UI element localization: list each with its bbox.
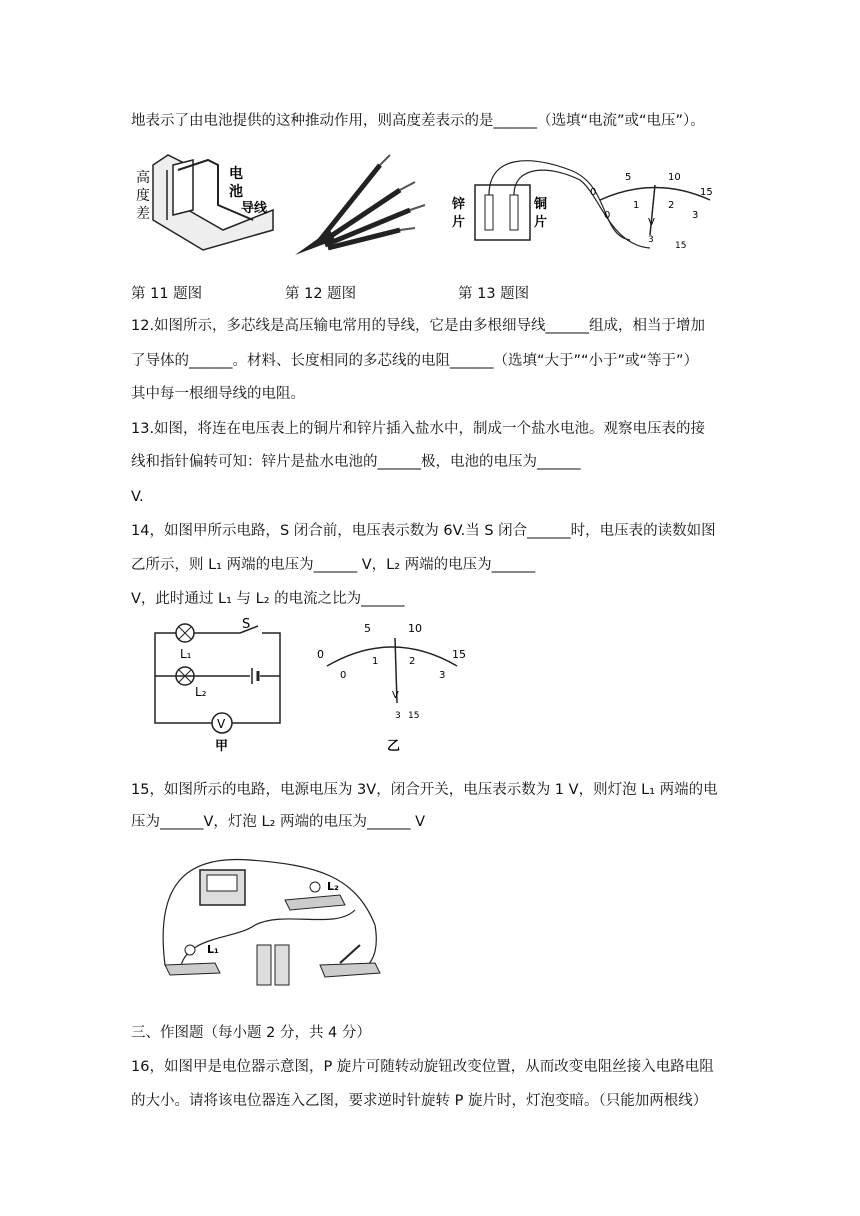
fig15-l2-label: L₂ bbox=[327, 880, 339, 893]
fig13-tick-5: 5 bbox=[625, 172, 632, 183]
fig11-label-1: 高 bbox=[136, 170, 150, 186]
q15-line-1: 15，如图所示的电路，电源电压为 3V，闭合开关，电压表示数为 1 V，则灯泡 L₁ 两端的电 bbox=[131, 782, 718, 798]
caption-13: 第 13 题图 bbox=[458, 286, 530, 302]
fig13-tick-10: 10 bbox=[668, 172, 681, 183]
fig14-vv: V bbox=[392, 690, 399, 701]
q16-line-2: 的大小。请将该电位器连入乙图，要求逆时针旋转 P 旋片时，灯泡变暗。（只能加两根线） bbox=[131, 1093, 708, 1109]
fig13-btick-3: 3 bbox=[692, 210, 699, 221]
q12-line-3: 其中每一根细导线的电阻。 bbox=[131, 386, 305, 402]
fig14-btick-3: 3 bbox=[439, 670, 446, 681]
q14-line-3: V，此时通过 L₁ 与 L₂ 的电流之比为______ bbox=[131, 591, 405, 607]
fig11-label-2: 度 bbox=[136, 188, 150, 204]
fig14-l1-label: L₁ bbox=[180, 647, 192, 661]
fig13-zinc-2: 片 bbox=[452, 215, 466, 230]
fig14-btick-0: 0 bbox=[340, 670, 347, 681]
q12-line-2: 了导体的______。材料、长度相同的多芯线的电阻______（选填“大于”“小于”或“等于”） bbox=[131, 353, 699, 369]
fig11-battery-1: 电 bbox=[229, 166, 243, 182]
fig13-btick-1: 1 bbox=[633, 200, 640, 211]
fig13-btick-0: 0 bbox=[604, 210, 611, 221]
section-3-heading: 三、作图题（每小题 2 分，共 4 分） bbox=[131, 1025, 371, 1041]
fig11-wire-label: 导线 bbox=[241, 201, 268, 216]
fig13-v: V bbox=[648, 217, 655, 228]
fig14-yi-label: 乙 bbox=[387, 739, 401, 754]
fig14-switch-label: S bbox=[242, 617, 251, 632]
fig14-btick-2: 2 bbox=[409, 656, 416, 667]
fig14-post-3: 3 bbox=[395, 711, 401, 721]
fig11-label-3: 差 bbox=[136, 206, 150, 222]
fig13-zinc-1: 锌 bbox=[452, 197, 466, 212]
fig14-tick-0: 0 bbox=[317, 648, 324, 661]
q15-line-2: 压为______V，灯泡 L₂ 两端的电压为______ V bbox=[131, 814, 426, 830]
fig11-battery-2: 池 bbox=[229, 184, 243, 200]
figure-12 bbox=[290, 150, 430, 260]
q14-line-2: 乙所示，则 L₁ 两端的电压为______ V，L₂ 两端的电压为______ bbox=[131, 557, 536, 573]
figure-14-yi bbox=[312, 618, 472, 753]
figure-14-jia bbox=[150, 618, 300, 753]
fig14-tick-10: 10 bbox=[408, 622, 422, 635]
fig14-voltmeter-label: V bbox=[217, 717, 226, 731]
fig14-post-15: 15 bbox=[408, 711, 420, 721]
fig13-copper-2: 片 bbox=[534, 215, 548, 230]
caption-11: 第 11 题图 bbox=[131, 286, 203, 302]
fig13-tick-15: 15 bbox=[700, 187, 713, 198]
fig13-btick-2: 2 bbox=[668, 200, 675, 211]
fig14-jia-label: 甲 bbox=[215, 739, 229, 754]
figure-11 bbox=[133, 150, 283, 260]
fig15-l1-label: L₁ bbox=[207, 943, 219, 956]
text-line-1: 地表示了由电池提供的这种推动作用，则高度差表示的是______（选填“电流”或“电压”）。 bbox=[131, 113, 705, 129]
fig13-post-3: 3 bbox=[648, 235, 654, 245]
fig14-l2-label: L₂ bbox=[195, 685, 207, 699]
q12-line-1: 12.如图所示，多芯线是高压输电常用的导线，它是由多根细导线______组成，相当于增加 bbox=[131, 318, 706, 334]
fig13-post-15: 15 bbox=[675, 241, 687, 251]
fig13-tick-0: 0 bbox=[590, 187, 597, 198]
fig14-tick-5: 5 bbox=[364, 622, 371, 635]
figure-13 bbox=[450, 150, 713, 260]
q13-line-1: 13.如图，将连在电压表上的铜片和锌片插入盐水中，制成一个盐水电池。观察电压表的接 bbox=[131, 421, 706, 437]
q14-line-1: 14，如图甲所示电路，S 闭合前，电压表示数为 6V.当 S 闭合______时，电压表的读数如图 bbox=[131, 523, 716, 539]
fig14-tick-15: 15 bbox=[452, 648, 466, 661]
fig14-btick-1: 1 bbox=[372, 656, 379, 667]
fig13-copper-1: 铜 bbox=[534, 197, 548, 212]
q13-line-3: V. bbox=[131, 489, 144, 505]
q13-line-2: 线和指针偏转可知：锌片是盐水电池的______极，电池的电压为______ bbox=[131, 454, 581, 470]
figure-15 bbox=[155, 845, 385, 1000]
caption-12: 第 12 题图 bbox=[285, 286, 357, 302]
q16-line-1: 16，如图甲是电位器示意图，P 旋片可随转动旋钮改变位置，从而改变电阻丝接入电路电阻 bbox=[131, 1059, 714, 1075]
